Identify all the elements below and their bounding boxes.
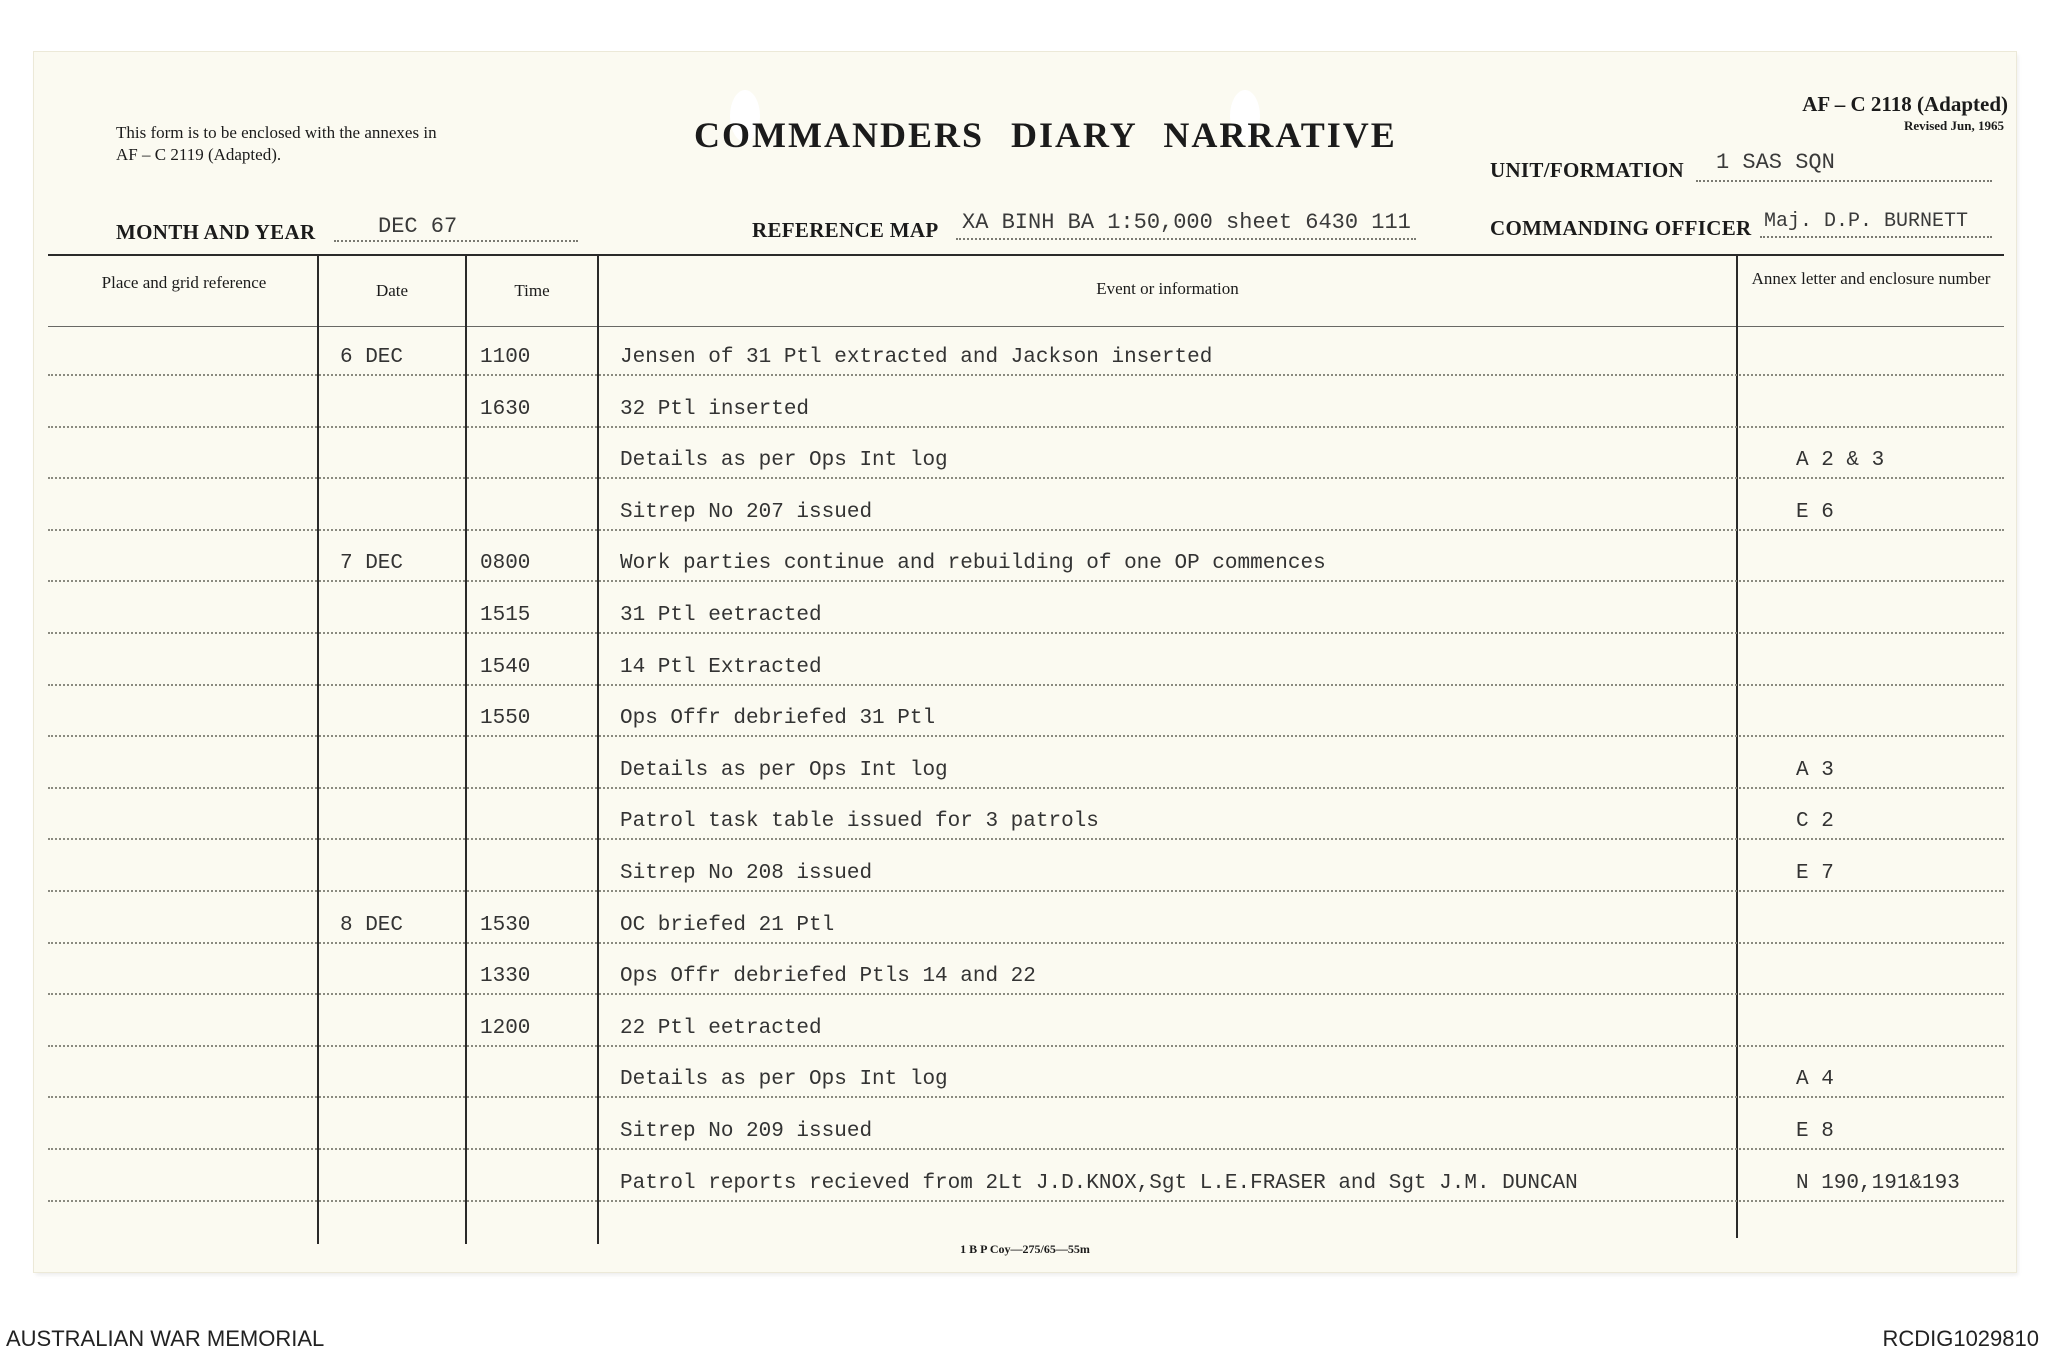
map-dotted-line bbox=[956, 238, 1416, 240]
unit-dotted-line bbox=[1696, 180, 1992, 182]
table-header-rule bbox=[48, 326, 2004, 327]
row-event: OC briefed 21 Ptl bbox=[620, 914, 835, 937]
table-row bbox=[48, 838, 2004, 840]
co-dotted-line bbox=[1760, 236, 1992, 238]
table-row bbox=[48, 426, 2004, 428]
row-event: Sitrep No 208 issued bbox=[620, 862, 873, 885]
table-row bbox=[48, 1148, 2004, 1150]
map-value: XA BINH BA 1:50,000 sheet 6430 111 bbox=[962, 210, 1411, 235]
row-event: 22 Ptl eetracted bbox=[620, 1017, 822, 1040]
row-time: 1630 bbox=[480, 398, 531, 421]
table-row bbox=[48, 942, 2004, 944]
unit-label: UNIT/FORMATION bbox=[1490, 158, 1684, 182]
row-annex: E 7 bbox=[1796, 862, 1834, 885]
table-row bbox=[48, 993, 2004, 995]
table-row bbox=[48, 735, 2004, 737]
archive-credit: AUSTRALIAN WAR MEMORIAL bbox=[6, 1326, 325, 1351]
col-header-place: Place and grid reference bbox=[101, 273, 267, 292]
page-title: COMMANDERS DIARY NARRATIVE bbox=[694, 115, 1397, 155]
row-annex: A 2 & 3 bbox=[1796, 449, 1885, 472]
col-header-date: Date bbox=[375, 281, 409, 300]
row-annex: A 3 bbox=[1796, 759, 1834, 782]
col-header-annex: Annex letter and enclosure number bbox=[1751, 269, 1991, 288]
co-value: Maj. D.P. BURNETT bbox=[1764, 210, 1969, 233]
row-event: Sitrep No 207 issued bbox=[620, 501, 873, 524]
table-row bbox=[48, 1200, 2004, 1202]
row-date: 6 DEC bbox=[340, 346, 404, 369]
row-event: 31 Ptl eetracted bbox=[620, 604, 822, 627]
row-time: 1330 bbox=[480, 965, 531, 988]
table-row bbox=[48, 684, 2004, 686]
table-row bbox=[48, 1045, 2004, 1047]
row-event: Sitrep No 209 issued bbox=[620, 1120, 873, 1143]
row-event: Work parties continue and rebuilding of one OP commences bbox=[620, 552, 1326, 575]
col-header-time: Time bbox=[514, 281, 550, 300]
row-time: 1200 bbox=[480, 1017, 531, 1040]
row-event: Details as per Ops Int log bbox=[620, 759, 948, 782]
table-row bbox=[48, 580, 2004, 582]
row-time: 1515 bbox=[480, 604, 531, 627]
unit-value: 1 SAS SQN bbox=[1716, 150, 1835, 175]
row-event: Ops Offr debriefed Ptls 14 and 22 bbox=[620, 965, 1036, 988]
form-number: AF – C 2118 (Adapted) bbox=[1802, 92, 2008, 116]
row-event: Details as per Ops Int log bbox=[620, 449, 948, 472]
col-divider-annex bbox=[1736, 254, 1738, 1238]
table-row bbox=[48, 787, 2004, 789]
row-annex: C 2 bbox=[1796, 810, 1834, 833]
month-value: DEC 67 bbox=[378, 214, 458, 239]
printer-code: 1 B P Coy—275/65—55m bbox=[960, 1242, 1090, 1256]
archive-id: RCDIG1029810 bbox=[1882, 1326, 2039, 1351]
table-row bbox=[48, 529, 2004, 531]
col-header-event: Event or information bbox=[1096, 279, 1239, 298]
table-row bbox=[48, 1096, 2004, 1098]
map-label: REFERENCE MAP bbox=[752, 218, 939, 242]
row-time: 1530 bbox=[480, 914, 531, 937]
row-annex: E 6 bbox=[1796, 501, 1834, 524]
row-date: 7 DEC bbox=[340, 552, 404, 575]
row-event: Ops Offr debriefed 31 Ptl bbox=[620, 707, 936, 730]
row-time: 0800 bbox=[480, 552, 531, 575]
table-row bbox=[48, 632, 2004, 634]
month-dotted-line bbox=[334, 240, 578, 242]
revision-date: Revised Jun, 1965 bbox=[1903, 118, 2004, 133]
row-time: 1540 bbox=[480, 656, 531, 679]
row-annex: A 4 bbox=[1796, 1068, 1834, 1091]
row-date: 8 DEC bbox=[340, 914, 404, 937]
row-annex: N 190,191&193 bbox=[1796, 1172, 1960, 1195]
row-event: Details as per Ops Int log bbox=[620, 1068, 948, 1091]
row-event: Patrol reports recieved from 2Lt J.D.KNOX,Sgt L.E.FRASER and Sgt J.M. DUNCAN bbox=[620, 1172, 1578, 1195]
table-row bbox=[48, 890, 2004, 892]
row-event: 14 Ptl Extracted bbox=[620, 656, 822, 679]
table-row bbox=[48, 477, 2004, 479]
row-event: Jensen of 31 Ptl extracted and Jackson inserted bbox=[620, 346, 1213, 369]
form-sheet bbox=[34, 52, 2016, 1272]
table-row bbox=[48, 374, 2004, 376]
row-time: 1100 bbox=[480, 346, 531, 369]
row-annex: E 8 bbox=[1796, 1120, 1834, 1143]
row-event: Patrol task table issued for 3 patrols bbox=[620, 810, 1099, 833]
month-label: MONTH AND YEAR bbox=[116, 220, 316, 244]
table-top-rule bbox=[48, 254, 2004, 256]
row-time: 1550 bbox=[480, 707, 531, 730]
form-note: This form is to be enclosed with the annexes in AF – C 2119 (Adapted). bbox=[116, 123, 437, 164]
co-label: COMMANDING OFFICER bbox=[1490, 216, 1752, 240]
row-event: 32 Ptl inserted bbox=[620, 398, 810, 421]
